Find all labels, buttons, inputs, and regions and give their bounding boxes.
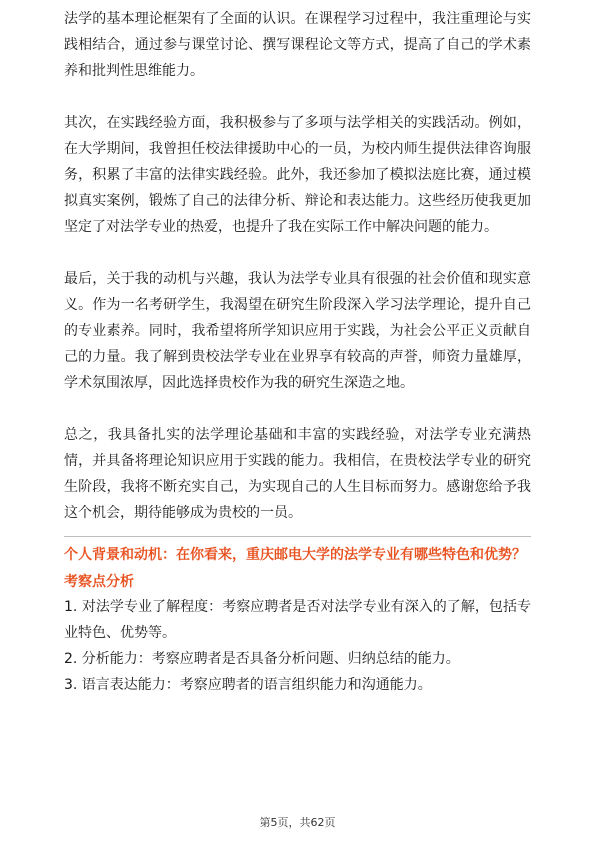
paragraph-gap: [64, 240, 531, 266]
document-page: [64, 6, 531, 698]
analysis-point-1: 1. 对法学专业了解程度：考察应聘者是否对法学专业有深入的了解，包括专业特色、优势等。: [64, 599, 531, 641]
paragraph-gap: [64, 396, 531, 422]
paragraph-gap: [64, 84, 531, 110]
analysis-heading: 考察点分析: [64, 574, 134, 590]
section-divider: [64, 536, 531, 537]
page-footer: 第5页，共62页: [259, 816, 336, 829]
body-paragraph-1: 法学的基本理论框架有了全面的认识。在课程学习过程中，我注重理论与实践相结合，通过参与课堂讨论、撰写课程论文等方式，提高了自己的学术素养和批判性思维能力。: [64, 11, 531, 79]
body-paragraph-4: 总之，我具备扎实的法学理论基础和丰富的实践经验，对法学专业充满热情，并具备将理论知识应用于实践的能力。我相信，在贵校法学专业的研究生阶段，我将不断充实自己，为实现自己的人生目标而努力。感谢您给予我这个机会，期待能够成为贵校的一员。: [64, 427, 531, 521]
section-gap: [64, 526, 531, 536]
analysis-points-list: [64, 594, 531, 698]
interview-question: 个人背景和动机：在你看来，重庆邮电大学的法学专业有哪些特色和优势？: [64, 547, 526, 563]
body-paragraph-3: 最后，关于我的动机与兴趣，我认为法学专业具有很强的社会价值和现实意义。作为一名考研学生，我渴望在研究生阶段深入学习法学理论，提升自己的专业素养。同时，我希望将所学知识应用于实践，为社会公平正义贡献自己的力量。我了解到贵校法学专业在业界享有较高的声誉，师资力量雄厚，学术氛围浓厚，因此选择贵校作为我的研究生深造之地。: [64, 271, 531, 391]
analysis-point-3: 3. 语言表达能力：考察应聘者的语言组织能力和沟通能力。: [64, 677, 432, 693]
analysis-point-2: 2. 分析能力：考察应聘者是否具备分析问题、归纳总结的能力。: [64, 651, 460, 667]
body-paragraph-2: 其次，在实践经验方面，我积极参与了多项与法学相关的实践活动。例如，在大学期间，我曾担任校法律援助中心的一员，为校内师生提供法律咨询服务，积累了丰富的法律实践经验。此外，我还参加了模拟法庭比赛，通过模拟真实案例，锻炼了自己的法律分析、辩论和表达能力。这些经历使我更加坚定了对法学专业的热爱，也提升了我在实际工作中解决问题的能力。: [64, 115, 531, 235]
